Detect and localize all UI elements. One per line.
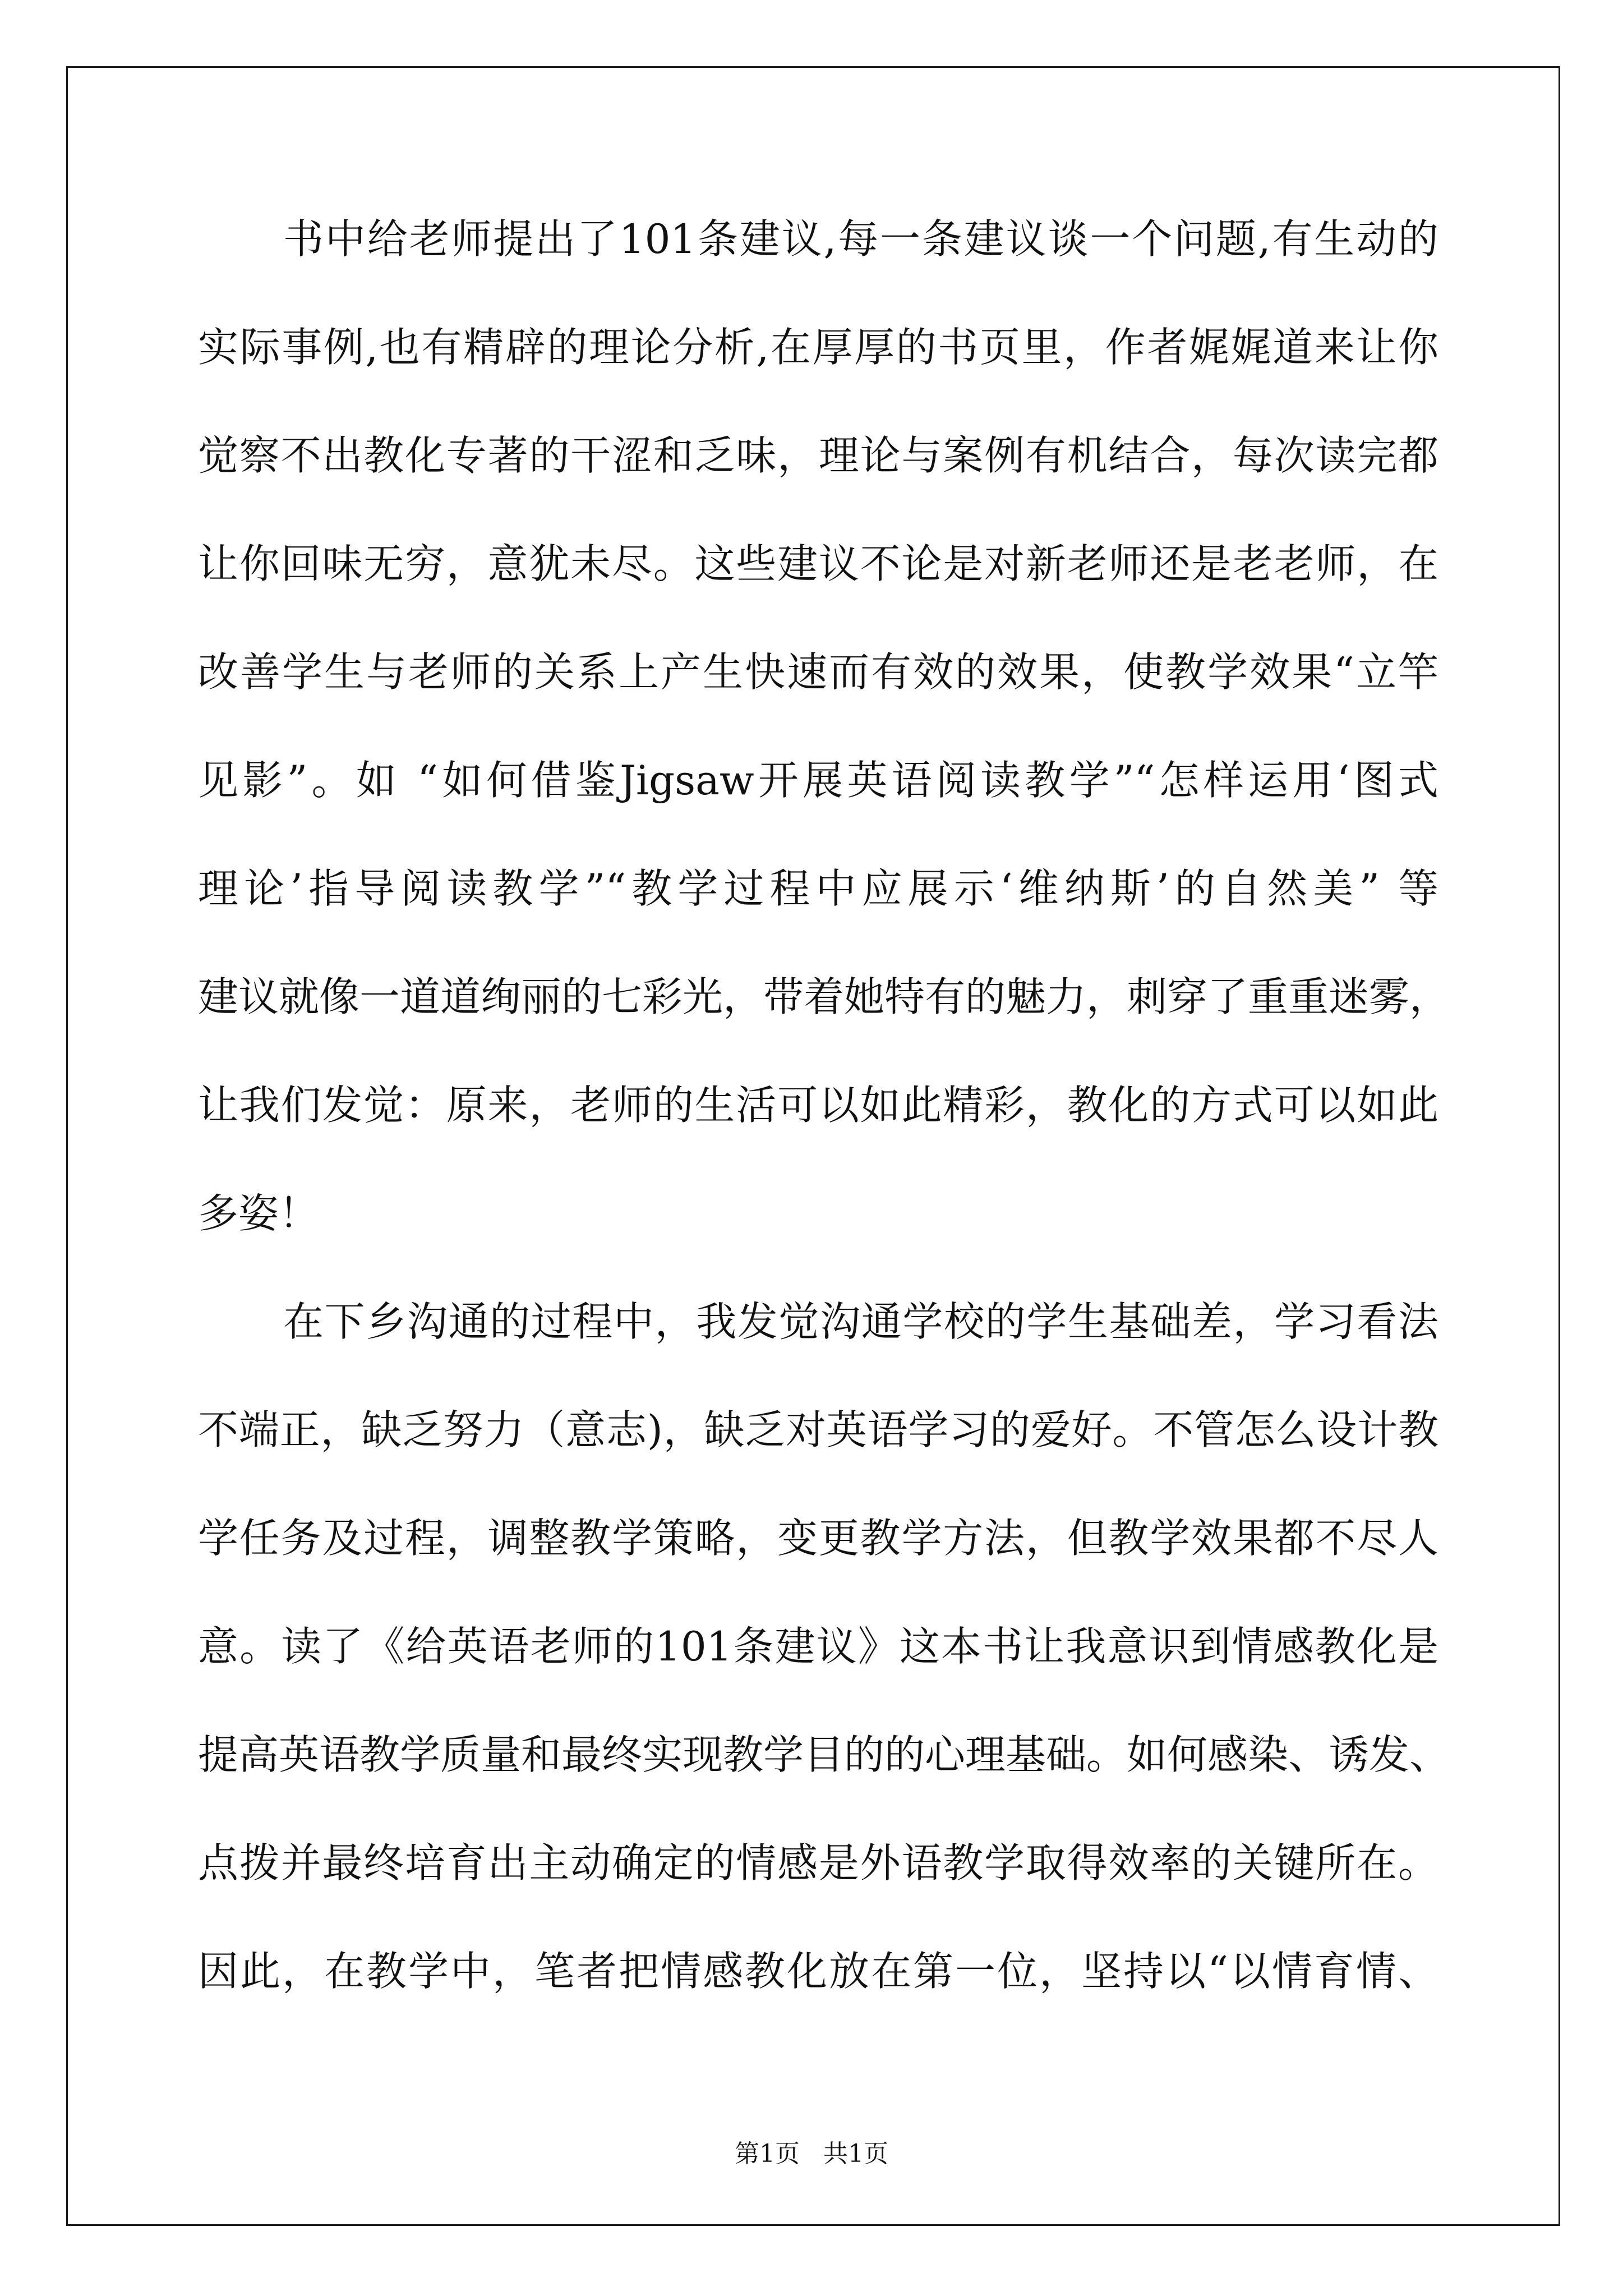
text-line: 因此，在教学中，笔者把情感教化放在第一位，坚持以“以情育情、	[198, 1948, 1438, 1995]
text-line: 实际事例,也有精辟的理论分析,在厚厚的书页里，作者娓娓道来让你	[198, 324, 1438, 371]
text-line: 意。读了《给英语老师的101条建议》这本书让我意识到情感教化是	[198, 1623, 1438, 1670]
text-line: 学任务及过程，调整教学策略，变更教学方法，但教学效果都不尽人	[198, 1515, 1438, 1562]
text-line: 在下乡沟通的过程中，我发觉沟通学校的学生基础差，学习看法	[283, 1298, 1438, 1345]
text-line: 见影”。如 “如何借鉴Jigsaw开展英语阅读教学”“怎样运用‘图式	[198, 757, 1438, 804]
text-line: 建议就像一道道绚丽的七彩光，带着她特有的魅力，刺穿了重重迷雾，	[198, 973, 1450, 1020]
text-line: 理论’指导阅读教学”“教学过程中应展示‘维纳斯’的自然美” 等	[198, 865, 1438, 912]
text-line: 提高英语教学质量和最终实现教学目的的心理基础。如何感染、诱发、	[198, 1731, 1450, 1778]
text-line: 改善学生与老师的关系上产生快速而有效的效果，使教学效果“立竿	[198, 648, 1438, 696]
text-line: 点拨并最终培育出主动确定的情感是外语教学取得效率的关键所在。	[198, 1839, 1438, 1887]
document-body	[198, 213, 1450, 2054]
text-line: 书中给老师提出了101条建议,每一条建议谈一个问题,有生动的	[283, 215, 1438, 263]
text-line: 让你回味无穷，意犹未尽。这些建议不论是对新老师还是老老师，在	[198, 540, 1438, 587]
page-footer: 第1页 共1页	[735, 2139, 888, 2168]
text-line: 不端正，缺乏努力（意志)，缺乏对英语学习的爱好。不管怎么设计教	[198, 1406, 1438, 1453]
text-line: 多姿！	[198, 1190, 320, 1237]
text-line: 让我们发觉：原来，老师的生活可以如此精彩，教化的方式可以如此	[198, 1082, 1438, 1129]
text-line: 觉察不出教化专著的干涩和乏味，理论与案例有机结合，每次读完都	[198, 432, 1438, 479]
